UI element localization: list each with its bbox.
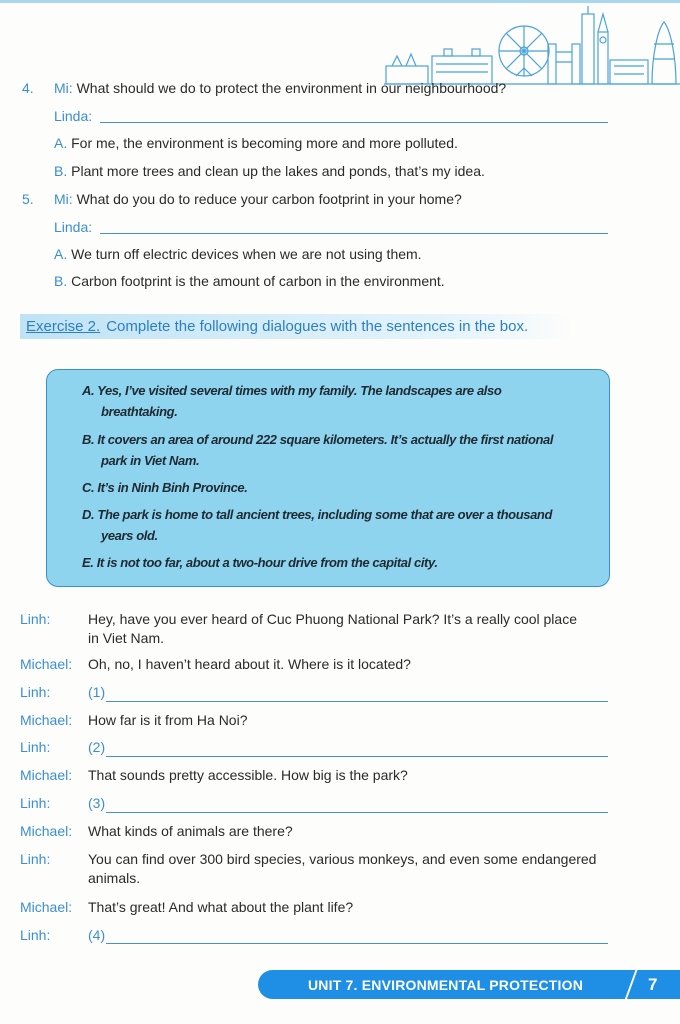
option-letter: B. — [54, 163, 68, 179]
option-letter: A. — [54, 246, 68, 262]
option-text: Carbon footprint is the amount of carbon in the environment. — [71, 273, 445, 289]
answer-blank-2[interactable] — [106, 756, 608, 757]
question-number: 4. — [22, 80, 34, 96]
speaker: Michael: — [20, 899, 73, 915]
speaker: Michael: — [20, 712, 73, 728]
box-sentence-c: C. It’s in Ninh Binh Province. — [82, 480, 248, 495]
unit-title: UNIT 7. ENVIRONMENTAL PROTECTION — [308, 977, 584, 993]
divider — [624, 968, 638, 1002]
box-sentence-b: B. It covers an area of around 222 square kilometers. It’s actually the first national — [82, 432, 554, 447]
option-b[interactable] — [54, 163, 485, 179]
box-sentence-b-cont: park in Viet Nam. — [101, 453, 200, 468]
blank-number: (2) — [88, 739, 106, 755]
blank-number: (3) — [88, 795, 106, 811]
exercise-instruction: Complete the following dialogues with the sentences in the box. — [106, 318, 529, 335]
speaker: Linh: — [20, 851, 51, 867]
box-sentence-a-cont: breathtaking. — [101, 404, 178, 419]
option-b[interactable] — [54, 273, 445, 289]
speaker: Michael: — [20, 823, 73, 839]
footer-bar — [258, 970, 680, 999]
blank-number: (1) — [88, 684, 106, 700]
speaker: Linh: — [20, 927, 51, 943]
speaker: Linh: — [20, 739, 51, 755]
page-number: 7 — [648, 975, 658, 994]
exercise-heading — [26, 318, 528, 335]
option-text: We turn off electric devices when we are not using them. — [71, 246, 422, 262]
question-line — [54, 191, 462, 207]
option-a[interactable] — [54, 135, 458, 151]
line-text: That sounds pretty accessible. How big is the park? — [88, 767, 408, 783]
option-a[interactable] — [54, 246, 422, 262]
line-text: How far is it from Ha Noi? — [88, 712, 248, 728]
question-text: What do you do to reduce your carbon footprint in your home? — [76, 191, 462, 207]
option-text: For me, the environment is becoming more and more polluted. — [71, 135, 458, 151]
box-sentence-e: E. It is not too far, about a two-hour drive from the capital city. — [82, 555, 438, 570]
blank-number: (4) — [88, 927, 106, 943]
answer-blank[interactable] — [100, 122, 608, 123]
line-text-cont: animals. — [88, 870, 141, 886]
line-text: Hey, have you ever heard of Cuc Phuong National Park? It’s a really cool place — [88, 611, 577, 627]
option-text: Plant more trees and clean up the lakes and ponds, that’s my idea. — [71, 163, 485, 179]
answer-label: Linda: — [54, 219, 93, 235]
box-sentence-a: A. Yes, I’ve visited several times with my family. The landscapes are also — [82, 383, 502, 398]
line-text: What kinds of animals are there? — [88, 823, 293, 839]
option-letter: B. — [54, 273, 68, 289]
question-text: What should we do to protect the environment in our neighbourhood? — [76, 80, 507, 96]
answer-label: Linda: — [54, 108, 93, 124]
speaker: Michael: — [20, 767, 73, 783]
speaker: Linh: — [20, 684, 51, 700]
speaker: Michael: — [20, 656, 73, 672]
answer-blank-4[interactable] — [106, 943, 608, 944]
option-letter: A. — [54, 135, 68, 151]
line-text: That’s great! And what about the plant life? — [88, 899, 354, 915]
speaker: Linh: — [20, 795, 51, 811]
line-text: You can find over 300 bird species, various monkeys, and even some endangered — [88, 851, 597, 867]
city-skyline-icon — [384, 4, 680, 86]
answer-blank-1[interactable] — [106, 701, 608, 702]
speaker: Mi: — [54, 191, 73, 207]
answer-blank-3[interactable] — [106, 812, 608, 813]
top-band — [0, 0, 680, 3]
exercise-2-header — [20, 314, 572, 339]
speaker: Mi: — [54, 80, 73, 96]
question-line — [54, 80, 506, 96]
question-number: 5. — [22, 191, 34, 207]
answer-blank[interactable] — [100, 233, 608, 234]
box-sentence-d-cont: years old. — [101, 528, 158, 543]
line-text-cont: in Viet Nam. — [88, 630, 164, 646]
speaker: Linh: — [20, 611, 51, 627]
sentence-box — [46, 369, 610, 587]
line-text: Oh, no, I haven’t heard about it. Where is it located? — [88, 656, 411, 672]
box-sentence-d: D. The park is home to tall ancient trees, including some that are over a thousand — [82, 507, 552, 522]
exercise-label: Exercise 2. — [26, 318, 101, 335]
